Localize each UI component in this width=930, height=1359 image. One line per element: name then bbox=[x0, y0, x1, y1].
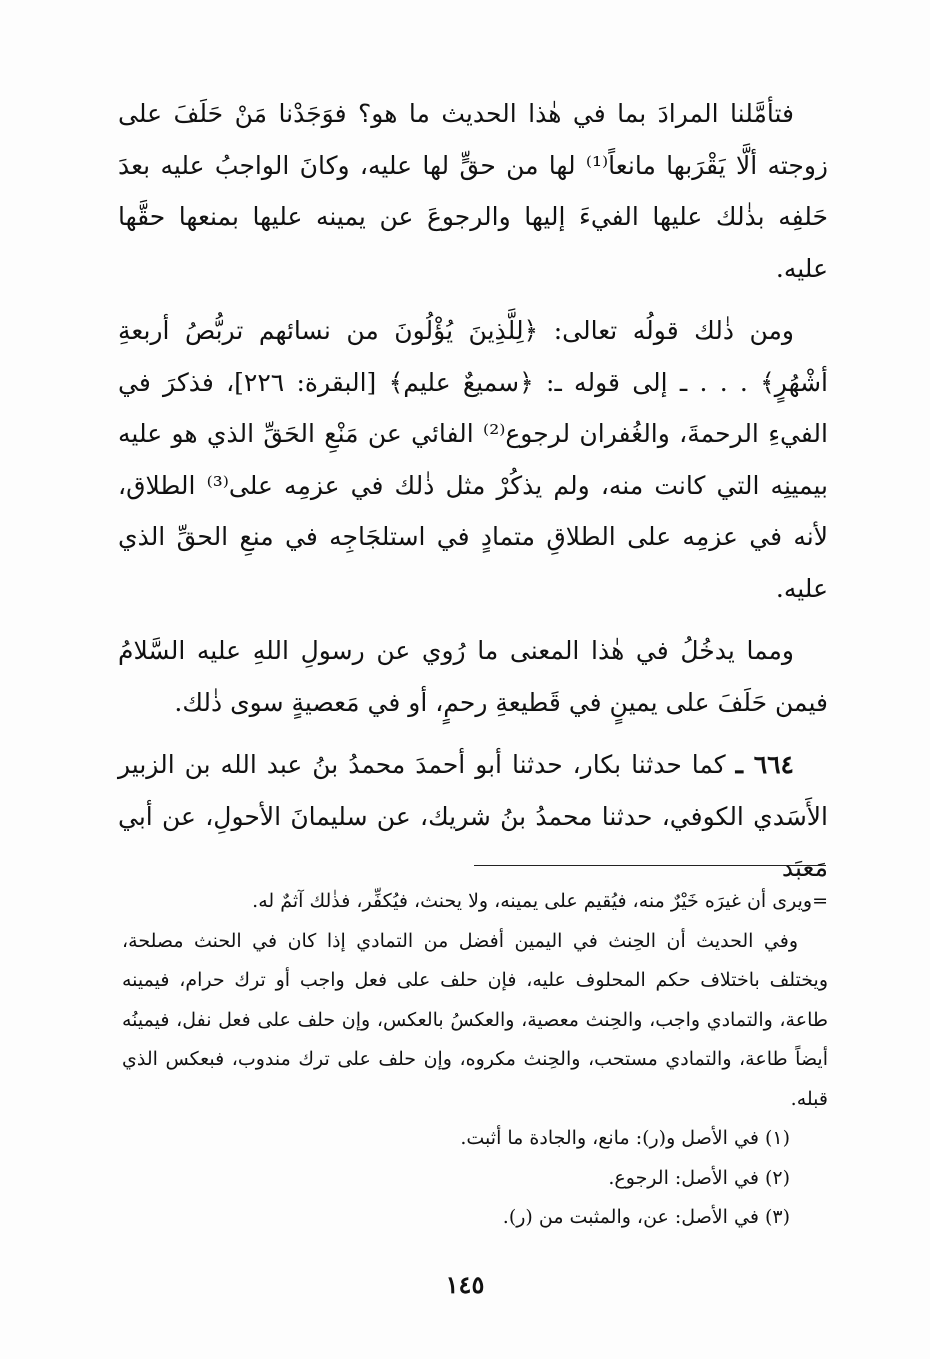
footnote-1: (١) في الأصل و(ر): مانع، والجادة ما أثبت. bbox=[460, 1127, 790, 1149]
hadith-paragraph bbox=[118, 739, 828, 894]
main-text bbox=[118, 88, 828, 905]
footnote-2: (٢) في الأصل: الرجوع. bbox=[608, 1166, 790, 1189]
hadith-number: ٦٦٤ ـ bbox=[735, 750, 794, 779]
paragraph-2: ومن ذٰلك قولُه تعالى: ﴿لِلَّذِينَ يُؤْلُونَ من نسائهم تربُّصُ أربعةِ أشْهُرٍ﴾ . . . ـ إلى قوله ـ: ﴿سميعٌ عليم﴾ [البقرة: ٢٢٦]، فذكرَ في الفيءِ الرحمةَ، والغُفران لرجوع⁽²⁾ الفائي عن مَنْعِ الحَقِّ الذي هو عليه بيمينِه التي كانت منه، ولم يذكُرْ مثل ذٰلك في عزمِه على⁽³⁾ الطلاق، لأنه في عزمِه على الطلاقِ متمادٍ في استلجَاجِه في منعِ الحقِّ الذي عليه. bbox=[118, 316, 828, 603]
page-number: ١٤٥ bbox=[445, 1270, 485, 1299]
footnote-paragraph: وفي الحديث أن الحِنث في اليمين أفضل من التمادي إذا كان في الحنث مصلحة، ويختلف باختلاف حكم المحلوف عليه، فإن حلف على فعل واجب أو ترك حرام، فيمينه طاعة، والتمادي واجب، والحِنث معصية، والعكسُ بالعكس، وإن حلف على فعل نفل، فيمينُه أيضاً طاعة، والتمادي مستحب، والحِنث مكروه، وإن حلف على ترك مندوب، فبعكس الذي قبله. bbox=[122, 929, 828, 1110]
footnote-3: (٣) في الأصل: عن، والمثبت من (ر). bbox=[502, 1206, 790, 1228]
footnote-continuation: =ويرى أن غيرَه خَيْرٌ منه، فيُقيم على يمينه، ولا يحنث، فيُكفِّر، فذٰلك آثمٌ له. bbox=[252, 890, 828, 912]
hadith-text: كما حدثنا بكار، حدثنا أبو أحمدَ محمدُ بنُ عبد الله بن الزبير الأَسَدي الكوفي، حدثنا محمدُ بنُ شريك، عن سليمانَ الأحولِ، عن أبي مَعبَد bbox=[118, 750, 828, 882]
footnotes bbox=[122, 882, 828, 1238]
paragraph-3: ومما يدخُلُ في هٰذا المعنى ما رُوي عن رسولِ اللهِ عليه السَّلامُ فيمن حَلَفَ على يمينٍ في قَطيعةِ رحمٍ، أو في مَعصيةٍ سوى ذٰلك. bbox=[118, 636, 828, 717]
footnote-separator bbox=[474, 865, 826, 866]
paragraph-1: فتأمَّلنا المرادَ بما في هٰذا الحديث ما هو؟ فوَجَدْنا مَنْ حَلَفَ على زوجته ألَّا يَقْرَبها مانعاً⁽¹⁾ لها من حقٍّ لها عليه، وكانَ الواجبُ عليه بعدَ حَلفِه بذٰلك عليها الفيءَ إليها والرجوعَ عن يمينه عليها بمنعها حقَّها عليه. bbox=[118, 99, 828, 283]
